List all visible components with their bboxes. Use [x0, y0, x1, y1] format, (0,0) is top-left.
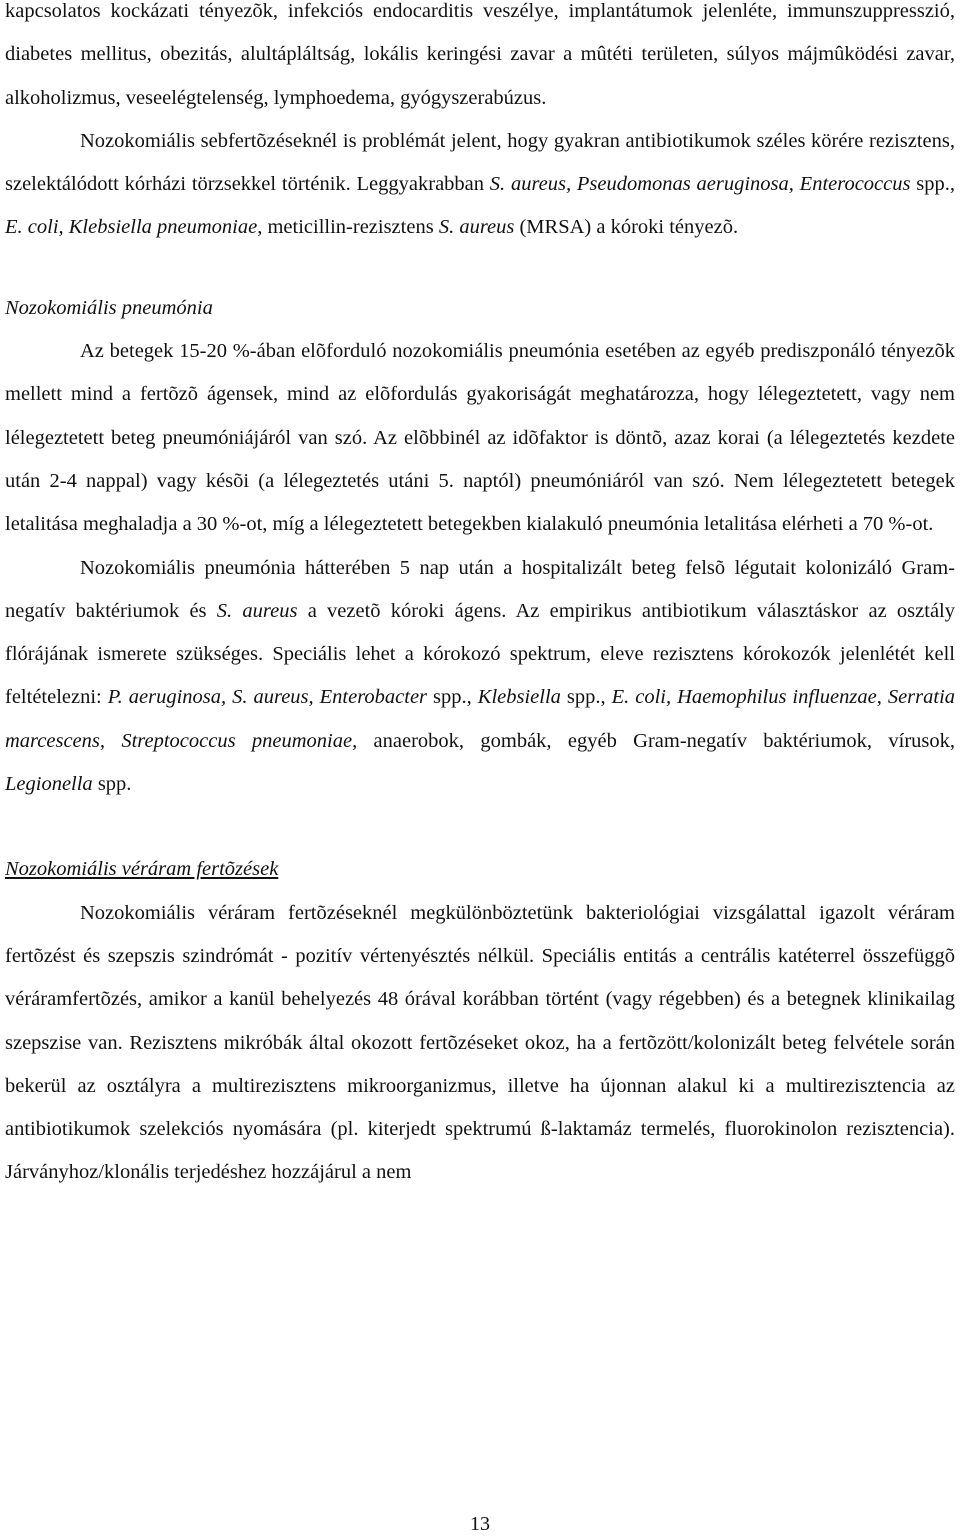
- paragraph-text: kapcsolatos kockázati tényezõk, infekciós endocarditis veszélye, implantátumok jelenléte, immunszuppresszió, diabetes mellitus, obezitás, alultápláltság, lokális keringési zavar a mûtéti területen, súlyos májmûködési zavar, alkoholizmus, veseelégtelenség, lymphoedema, gyógyszerabúzus.: [5, 0, 955, 109]
- species-name: S. aureus: [438, 216, 515, 239]
- species-name: S. aureus: [216, 599, 298, 622]
- text-run: spp.: [92, 773, 132, 796]
- paragraph-pneumonia-pathogens: [5, 547, 955, 807]
- section-title-bloodstream: [5, 848, 955, 891]
- text-run: a vezetõ kóroki ágens. Az empirikus antibiotikum választáskor az osztály flórájának ismerete szükséges. Speciális lehet a kórokozó spektrum, eleve rezisztens kórokozók jelenlétét kell feltételezni:: [5, 599, 955, 709]
- text-run: (MRSA) a kóroki tényezõ.: [514, 216, 739, 239]
- paragraph-text: Az betegek 15-20 %-ában elõforduló nozokomiális pneumónia esetében az egyéb prediszponáló tényezõk mellett mind a fertõzõ ágensek, mind az elõfordulás gyakoriságát meghatározza, hogy lélegeztetett, vagy nem lélegeztetett beteg pneumóniájáról van szó. Az elõbbinél az idõfaktor is döntõ, azaz korai (a lélegeztetés kezdete után 2-4 nappal) vagy késõi (a lélegeztetés utáni 5. naptól) pneumóniáról van szó. Nem lélegeztetett betegek letalitása meghaladja a 30 %-ot, míg a lélegeztetett betegekben kialakuló pneumónia letalitása elérheti a 70 %-ot.: [5, 340, 955, 536]
- paragraph-bloodstream-infections: [5, 892, 955, 1195]
- text-run: , meticillin-rezisztens: [257, 216, 439, 239]
- text-run: Nozokomiális pneumónia hátterében 5 nap után a hospitalizált beteg felsõ légutait kolonizáló Gram-negatív baktériumok és: [5, 556, 955, 622]
- text-run: Nozokomiális sebfertõzéseknél is problémát jelent, hogy gyakran antibiotikumok széles körére rezisztens, szelektálódott kórházi törzsekkel történik. Leggyakrabban: [5, 129, 955, 196]
- species-name: Serratia marcescens, Streptococcus pneumoniae,: [5, 686, 956, 752]
- section-title-pneumonia: Nozokomiális pneumónia: [5, 296, 213, 319]
- species-name: Legionella: [5, 773, 93, 796]
- species-name: E. coli, Haemophilus influenzae: [611, 686, 877, 709]
- species-name: Klebsiella: [477, 686, 561, 709]
- paragraph-risk-factors: [5, 0, 955, 120]
- paragraph-pneumonia-incidence: [5, 330, 955, 546]
- paragraph-text: Nozokomiális véráram fertõzéseknél megkülönböztetünk bakteriológiai vizsgálattal igazolt véráram fertõzést és szepszis szindrómát - pozitív vértenyésztés nélkül. Speciális entitás a centrális katéterrel összefüggõ véráramfertõzés, amikor a kanül behelyezés 48 órával korábban történt (vagy régebben) és a betegnek klinikailag szepszise van. Rezisztens mikróbák által okozott fertõzéseket okoz, ha a fertõzött/kolonizált beteg felvétele során bekerül az osztályra a multirezisztens mikroorganizmus, illetve ha újonnan alakul ki a multirezisztencia az antibiotikumok szelekciós nyomására (pl. kiterjedt spektrumú ß-laktamáz termelés, fluorokinolon rezisztencia). Járványhoz/klonális terjedéshez hozzájárul a nem: [5, 901, 955, 1184]
- species-name: P. aeruginosa, S. aureus, Enterobacter: [107, 686, 428, 709]
- text-run: ,: [876, 686, 888, 709]
- species-name: E. coli, Klebsiella pneumoniae: [5, 216, 258, 239]
- text-run: spp.,: [910, 173, 955, 196]
- paragraph-wound-infections: [5, 120, 955, 250]
- text-run: spp.,: [427, 686, 478, 709]
- species-name: S. aureus, Pseudomonas aeruginosa, Enterococcus: [489, 173, 911, 196]
- text-run: spp.,: [560, 686, 612, 709]
- text-run: anaerobok, gombák, egyéb Gram-negatív baktériumok, vírusok,: [357, 729, 955, 752]
- document-page: [5, 0, 955, 1195]
- page-number: 13: [470, 1513, 490, 1535]
- section-title-text: Nozokomiális véráram fertõzések: [5, 858, 279, 881]
